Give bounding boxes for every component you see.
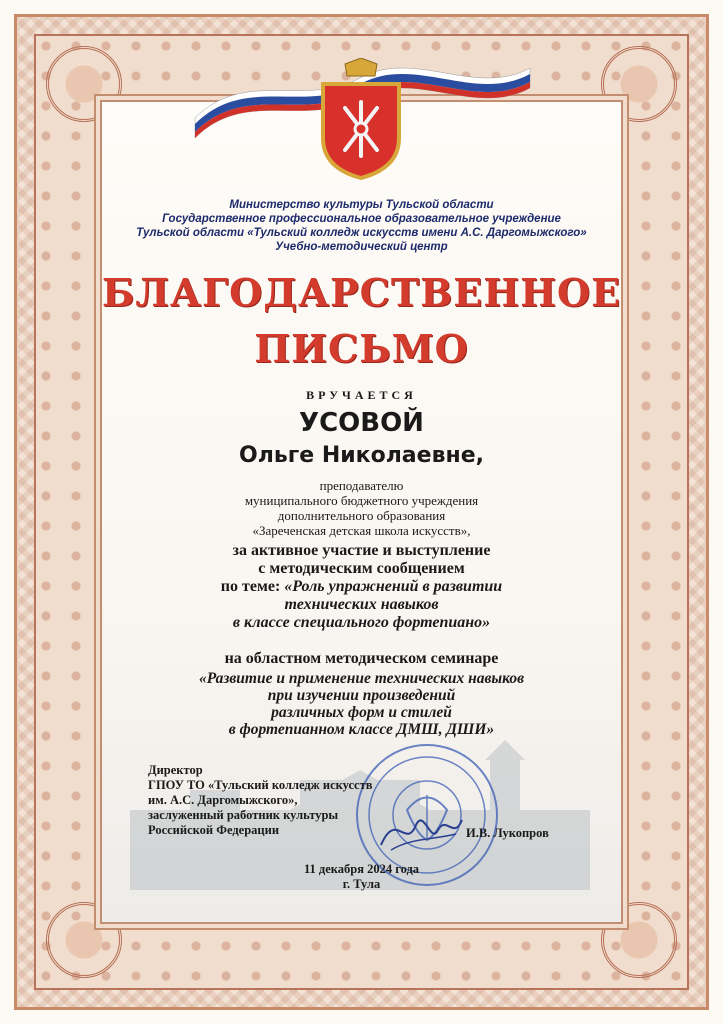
org-line: преподавателю <box>319 478 404 493</box>
theme-block <box>0 578 723 632</box>
signature-icon <box>376 800 466 856</box>
award-reason <box>0 542 723 578</box>
emblem-area <box>0 18 723 168</box>
header-line: Государственное профессиональное образовательное учреждение <box>162 213 561 225</box>
signature-block <box>148 763 373 838</box>
seminar-line: различных форм и стилей <box>271 704 452 721</box>
seminar-title <box>0 670 723 738</box>
signature-line: Российской Федерации <box>148 823 280 837</box>
header-line: Тульской области «Тульский колледж искусств имени А.С. Даргомыжского» <box>136 227 587 239</box>
seminar-line: «Развитие и применение технических навыков <box>198 670 525 687</box>
recipient-organization <box>0 478 723 538</box>
recipient-surname: УСОВОЙ <box>299 408 424 438</box>
signature-line: заслуженный работник культуры <box>148 808 339 822</box>
seminar-line: при изучении произведений <box>267 687 456 704</box>
signature-line: ГПОУ ТО «Тульский колледж искусств <box>148 778 373 792</box>
issue-date <box>0 862 723 892</box>
title-line-1: БЛАГОДАРСТВЕННОЕ <box>101 270 622 315</box>
seminar-label: на областном методическом семинаре <box>224 650 499 667</box>
theme-line: технических навыков <box>284 596 439 613</box>
date-line: 11 декабря 2024 года <box>303 862 420 876</box>
org-line: «Зареченская детская школа искусств», <box>252 523 471 538</box>
reason-line: за активное участие и выступление <box>232 542 491 559</box>
org-line: муниципального бюджетного учреждения <box>244 493 479 508</box>
signature-line: им. А.С. Даргомыжского», <box>148 793 298 807</box>
header-line: Учебно-методический центр <box>275 241 448 253</box>
recipient-name: Ольге Николаевне, <box>239 443 484 468</box>
title-line-2: ПИСЬМО <box>254 326 469 371</box>
signer-name: И.В. Лукопров <box>466 826 549 840</box>
issuer-header <box>0 198 723 254</box>
theme-line: в классе специального фортепиано» <box>232 614 491 631</box>
signature-line: Директор <box>148 763 203 777</box>
header-line: Министерство культуры Тульской области <box>229 199 494 211</box>
reason-line: с методическим сообщением <box>258 560 465 577</box>
awarded-label: ВРУЧАЕТСЯ <box>306 388 417 402</box>
tula-coat-of-arms-icon <box>315 58 407 180</box>
theme-line: «Роль упражнений в развитии <box>284 578 503 595</box>
org-line: дополнительного образования <box>277 508 446 523</box>
city-line: г. Тула <box>342 877 381 891</box>
theme-prefix: по теме: <box>220 578 281 595</box>
seminar-line: в фортепианном классе ДМШ, ДШИ» <box>228 721 495 738</box>
